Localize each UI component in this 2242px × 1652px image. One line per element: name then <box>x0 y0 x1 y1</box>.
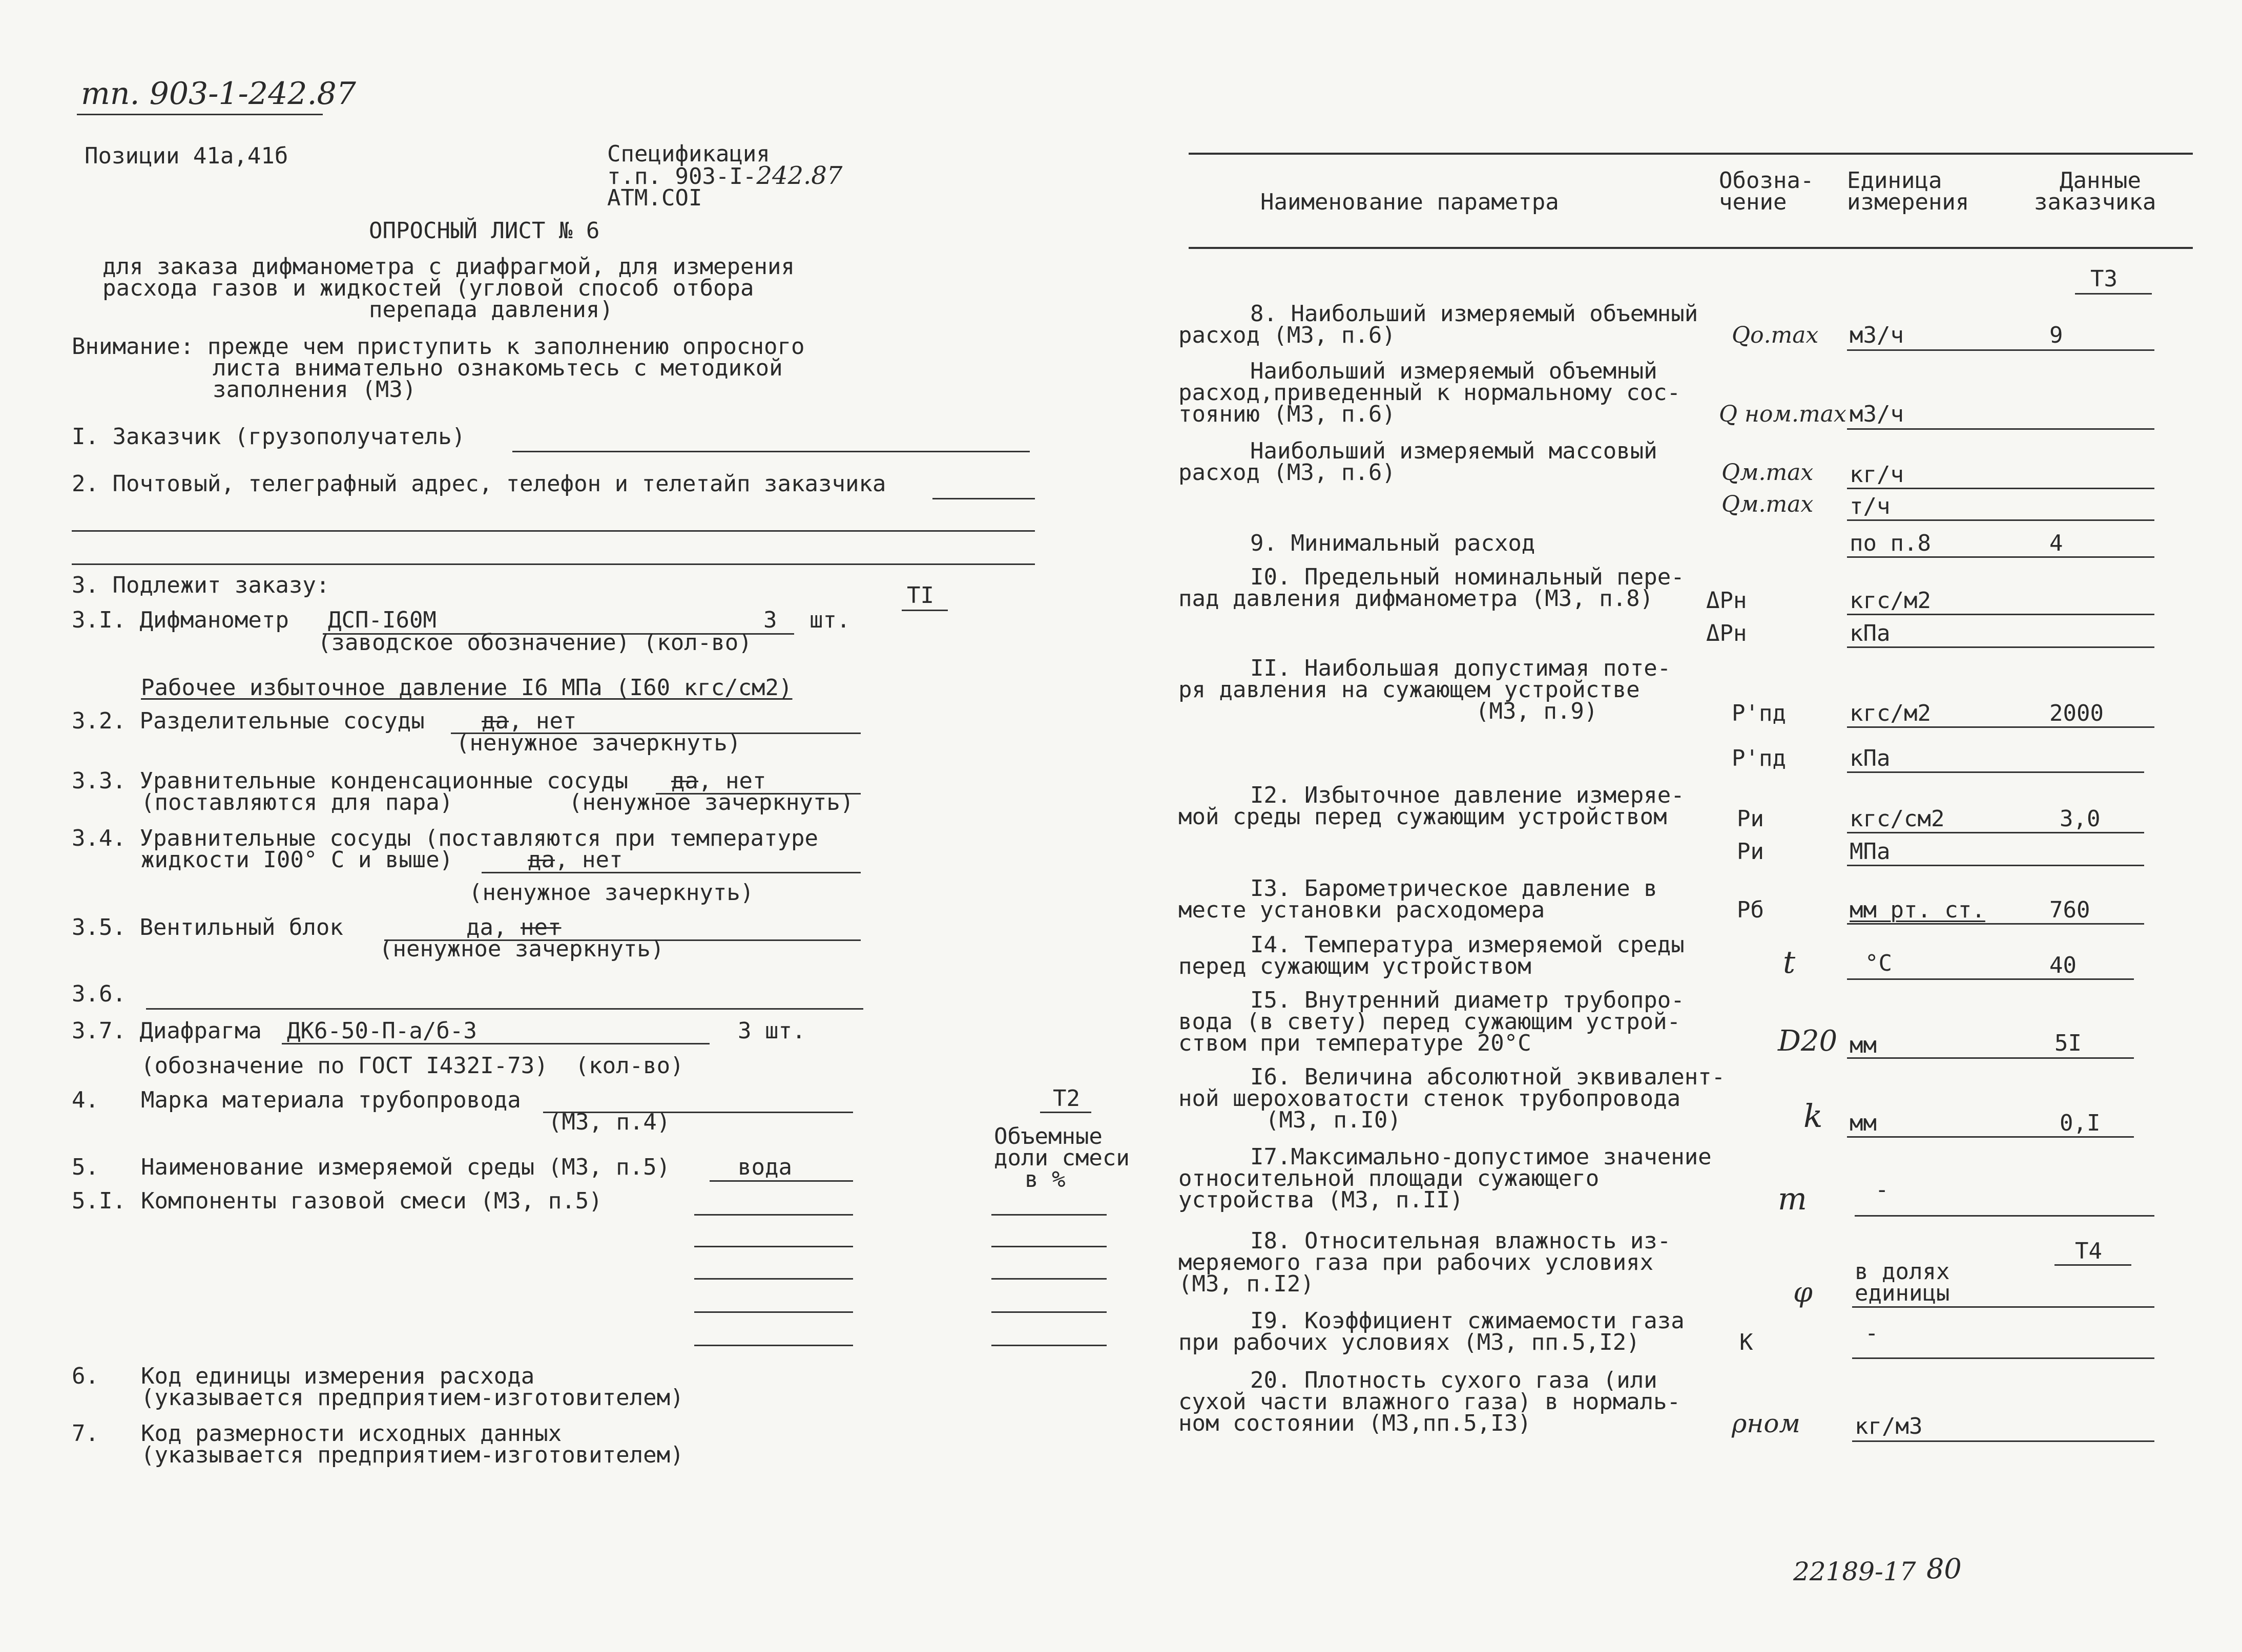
param-9-value[interactable]: 4 <box>2049 530 2063 556</box>
param-15-underline <box>1847 1057 2134 1059</box>
item-6-num: 6. <box>72 1363 99 1389</box>
param-14-value[interactable]: 40 <box>2049 952 2077 978</box>
param-10-underline-2[interactable] <box>1847 646 2154 648</box>
param-9-underline <box>1847 556 2154 558</box>
param-15-text-1: I5. Внутренний диаметр трубопро- <box>1250 987 1685 1013</box>
header-name: Наименование параметра <box>1260 189 1559 215</box>
item-7-label-2: (указывается предприятием-изготовителем) <box>141 1442 684 1468</box>
form-title: ОПРОСНЫЙ ЛИСТ № 6 <box>369 218 600 244</box>
table-top-rule <box>1189 153 2193 155</box>
param-16-sym: k <box>1803 1097 1823 1135</box>
t4-underline <box>2054 1264 2131 1266</box>
param-8d-sym: Qм.max <box>1721 491 1814 517</box>
header-unit-1: Единица <box>1847 168 1942 194</box>
param-20-text-3: ном состоянии (МЗ,пп.5,I3) <box>1178 1410 1531 1436</box>
subtitle-line-3: перепада давления) <box>369 297 613 323</box>
item-3-3-label: 3.3. Уравнительные конденсационные сосуды <box>72 768 629 794</box>
item-3-7-value[interactable]: ДК6-50-П-а/б-3 <box>287 1018 477 1044</box>
customer-field[interactable] <box>512 451 1030 452</box>
param-14-unit: °С <box>1865 950 1892 976</box>
param-19-sym: К <box>1739 1329 1753 1355</box>
table-marker-t2: Т2 <box>1053 1085 1080 1112</box>
param-8-text-2: расход (МЗ, п.6) <box>1178 322 1396 348</box>
attention-line-2: листа внимательно ознакомьтесь с методикой <box>213 355 783 381</box>
param-17-sym: m <box>1778 1181 1807 1217</box>
param-20-unit: кг/м3 <box>1855 1413 1923 1439</box>
param-18-underline[interactable] <box>1852 1306 2154 1308</box>
param-10-text-2: пад давления дифманометра (МЗ, п.8) <box>1178 585 1654 612</box>
item-4-label: Марка материала трубопровода <box>141 1087 521 1113</box>
param-8-text-1: 8. Наибольший измеряемый объемный <box>1250 301 1698 327</box>
param-10-text-1: I0. Предельный номинальный пере- <box>1250 564 1685 590</box>
param-10-sym-1: ΔРн <box>1706 588 1747 614</box>
param-8b-sym: Q ном.max <box>1719 401 1846 427</box>
item-3-7-label: 3.7. Диафрагма <box>72 1018 262 1044</box>
item-5-underline <box>710 1180 853 1182</box>
attention-line-1: Внимание: прежде чем приступить к заполнению опросного <box>72 333 805 360</box>
param-20-text-2: сухой части влажного газа) в нормаль- <box>1178 1389 1681 1415</box>
param-14-text-1: I4. Температура измеряемой среды <box>1250 932 1685 958</box>
item-3-2-note: (ненужное зачеркнуть) <box>456 730 741 756</box>
mix-fraction-field[interactable] <box>991 1278 1107 1280</box>
param-17-text-3: устройства (МЗ, п.II) <box>1178 1187 1464 1213</box>
gas-component-field[interactable] <box>694 1278 853 1280</box>
table-header-rule <box>1189 247 2193 249</box>
param-12-underline-1 <box>1847 832 2144 833</box>
param-19-unit: - <box>1865 1320 1879 1346</box>
param-11-value-1[interactable]: 2000 <box>2049 700 2104 726</box>
item-3-3-underline <box>656 793 861 794</box>
param-18-text-1: I8. Относительная влажность из- <box>1250 1228 1671 1254</box>
param-19-text-1: I9. Коэффициент сжимаемости газа <box>1250 1308 1685 1334</box>
header-data-1: Данные <box>2060 168 2141 194</box>
param-8c-text-2: расход (МЗ, п.6) <box>1178 459 1396 486</box>
param-19-underline[interactable] <box>1852 1357 2154 1359</box>
item-3-5-options[interactable]: да, нет <box>466 914 562 940</box>
subtitle-line-2: расхода газов и жидкостей (угловой способ отбора <box>102 275 754 301</box>
item-3-6-field[interactable] <box>146 1008 863 1010</box>
item-7-num: 7. <box>72 1420 99 1447</box>
param-13-text-1: I3. Барометрическое давление в <box>1250 875 1657 902</box>
attention-line-3: заполнения (МЗ) <box>213 377 417 403</box>
item-4-ref: (МЗ, п.4) <box>548 1109 671 1135</box>
header-unit-2: измерения <box>1847 189 1969 215</box>
param-15-value[interactable]: 5I <box>2054 1030 2082 1056</box>
t1-underline <box>902 610 948 611</box>
param-20-text-1: 20. Плотность сухого газа (или <box>1250 1367 1657 1393</box>
order-label: 3. Подлежит заказу: <box>72 572 330 598</box>
param-15-sym: D20 <box>1778 1024 1838 1058</box>
param-16-text-3: (МЗ, п.I0) <box>1265 1107 1401 1133</box>
item-3-1-label: 3.I. Дифманометр <box>72 607 289 633</box>
param-18-sym: φ <box>1793 1276 1813 1308</box>
param-14-underline <box>1847 978 2134 980</box>
gas-component-field[interactable] <box>694 1345 853 1346</box>
param-12-underline-2[interactable] <box>1847 865 2144 866</box>
mix-fraction-field[interactable] <box>991 1345 1107 1346</box>
header-sym-2: чение <box>1719 189 1787 215</box>
param-15-text-2: вода (в свету) перед сужающим устрой- <box>1178 1009 1681 1035</box>
mix-fraction-field[interactable] <box>991 1311 1107 1313</box>
item-3-5-label: 3.5. Вентильный блок <box>72 914 343 940</box>
param-11-sym-1: Р'пд <box>1732 700 1786 726</box>
item-5-1-label: Компоненты газовой смеси (МЗ, п.5) <box>141 1188 603 1214</box>
param-8c-unit: кг/ч <box>1850 462 1904 488</box>
document-reference: тп. 903-1-242.87 <box>81 76 356 112</box>
param-11-text-1: II. Наибольшая допустимая поте- <box>1250 655 1671 681</box>
item-5-value[interactable]: вода <box>738 1154 792 1180</box>
page-number: 80 <box>1926 1553 1962 1585</box>
param-8d-unit: т/ч <box>1850 493 1891 519</box>
param-8c-sym: Qм.max <box>1721 459 1814 486</box>
param-17-text-1: I7.Максимально-допустимое значение <box>1250 1144 1712 1170</box>
param-16-text-1: I6. Величина абсолютной эквивалент- <box>1250 1064 1726 1090</box>
param-19-text-2: при рабочих условиях (МЗ, пп.5,I2) <box>1178 1329 1640 1355</box>
item-3-4-options[interactable]: да, нет <box>528 847 623 873</box>
param-13-underline <box>1847 923 2144 925</box>
item-3-2-options[interactable]: да, нет <box>482 708 577 734</box>
gas-component-field[interactable] <box>694 1246 853 1247</box>
item-3-1-unit: шт. <box>809 607 850 633</box>
param-17-text-2: относительной площади сужающего <box>1178 1165 1600 1191</box>
item-3-7-underline <box>282 1043 710 1044</box>
param-18-unit-2: единицы <box>1855 1280 1950 1306</box>
param-10-unit-2: кПа <box>1850 620 1891 646</box>
param-15-unit: мм <box>1850 1032 1877 1058</box>
table-marker-t3: Т3 <box>2090 266 2118 292</box>
param-13-value[interactable]: 760 <box>2049 897 2090 923</box>
spec-line-3: АТМ.СОI <box>607 185 702 211</box>
item-3-5-note: (ненужное зачеркнуть) <box>379 936 665 962</box>
param-11-underline-2[interactable] <box>1847 771 2144 773</box>
param-8b-underline[interactable] <box>1847 428 2154 430</box>
param-9-unit: по п.8 <box>1850 530 1931 556</box>
param-8c-text-1: Наибольший измеряемый массовый <box>1250 438 1657 464</box>
gas-component-field[interactable] <box>694 1311 853 1313</box>
param-8-sym: Qо.max <box>1732 322 1819 348</box>
item-5-1-num: 5.I. <box>72 1188 126 1214</box>
item-5-num: 5. <box>72 1154 99 1180</box>
item-3-2-label: 3.2. Разделительные сосуды <box>72 708 425 734</box>
param-18-text-2: меряемого газа при рабочих условиях <box>1178 1249 1654 1275</box>
customer-label: I. Заказчик (грузополучатель) <box>72 424 466 450</box>
footer-code: 22189-17 <box>1793 1557 1916 1586</box>
param-9-text: 9. Минимальный расход <box>1250 530 1535 556</box>
param-13-unit: мм рт. ст. <box>1850 897 1985 923</box>
param-12-value-1[interactable]: 3,0 <box>2060 806 2101 832</box>
param-16-underline <box>1847 1136 2134 1138</box>
param-12-text-1: I2. Избыточное давление измеряе- <box>1250 782 1685 808</box>
param-8b-text-3: тоянию (МЗ, п.6) <box>1178 401 1396 427</box>
param-11-underline-1 <box>1847 726 2154 728</box>
param-12-sym-1: Ри <box>1737 806 1764 832</box>
param-16-value[interactable]: 0,I <box>2060 1110 2101 1136</box>
item-3-4-label-2: жидкости I00° С и выше) <box>141 847 453 873</box>
item-3-3-sublabel: (поставляются для пара) <box>141 789 453 815</box>
address-field[interactable] <box>932 498 1035 499</box>
param-16-text-2: ной шероховатости стенок трубопровода <box>1178 1085 1681 1112</box>
param-11-text-3: (МЗ, п.9) <box>1476 698 1598 724</box>
param-12-unit-1: кгс/см2 <box>1850 806 1945 832</box>
param-8-unit: м3/ч <box>1850 322 1904 348</box>
mix-fraction-field[interactable] <box>991 1246 1107 1247</box>
param-11-sym-2: Р'пд <box>1732 745 1786 771</box>
param-10-underline-1[interactable] <box>1847 614 2154 615</box>
item-3-4-label-1: 3.4. Уравнительные сосуды (поставляются при температуре <box>72 825 818 851</box>
item-6-label-1: Код единицы измерения расхода <box>141 1363 535 1389</box>
item-6-label-2: (указывается предприятием-изготовителем) <box>141 1385 684 1411</box>
param-8-value[interactable]: 9 <box>2049 322 2063 348</box>
param-13-text-2: месте установки расходомера <box>1178 897 1545 923</box>
working-pressure: Рабочее избыточное давление I6 МПа (I60 кгс/см2) <box>141 675 793 701</box>
item-3-3-note: (ненужное зачеркнуть) <box>569 789 854 815</box>
param-18-unit-1: в долях <box>1855 1259 1950 1285</box>
spec-line-1: Спецификация <box>607 141 770 167</box>
table-marker-t4: Т4 <box>2075 1238 2102 1264</box>
param-20-underline[interactable] <box>1852 1440 2154 1442</box>
param-12-unit-2: МПа <box>1850 839 1891 865</box>
item-3-3-options[interactable]: да, нет <box>671 768 766 794</box>
item-3-6-label: 3.6. <box>72 981 126 1007</box>
subtitle-line-1: для заказа дифманометра с диафрагмой, для измерения <box>102 254 795 280</box>
item-7-label-1: Код размерности исходных данных <box>141 1420 562 1447</box>
param-8b-text-1: Наибольший измеряемый объемный <box>1250 358 1657 384</box>
param-13-sym: Рб <box>1737 897 1764 923</box>
item-3-4-note: (ненужное зачеркнуть) <box>469 880 754 906</box>
t2-underline <box>1040 1112 1091 1113</box>
param-8d-underline[interactable] <box>1847 519 2154 521</box>
item-3-7-note: (обозначение по ГОСТ I432I-73) (кол-во) <box>141 1053 684 1079</box>
param-10-unit-1: кгс/м2 <box>1850 588 1931 614</box>
item-3-1-value[interactable]: ДСП-I60М <box>328 607 437 633</box>
param-20-sym: ρном <box>1732 1409 1800 1438</box>
address-field-line-2[interactable] <box>72 530 1035 532</box>
reference-underline <box>77 114 323 115</box>
param-8c-underline[interactable] <box>1847 488 2154 489</box>
param-12-sym-2: Ри <box>1737 839 1764 865</box>
mix-header-3: в % <box>1025 1166 1066 1193</box>
param-14-sym: t <box>1783 945 1796 980</box>
param-8b-unit: м3/ч <box>1850 401 1904 427</box>
item-3-1-note: (заводское обозначение) (кол-во) <box>318 630 752 656</box>
param-15-text-3: ством при температуре 20°С <box>1178 1030 1531 1056</box>
param-8-underline <box>1847 349 2154 351</box>
param-11-unit-2: кПа <box>1850 745 1891 771</box>
mix-fraction-field[interactable] <box>991 1214 1107 1216</box>
param-8b-text-2: расход,приведенный к нормальному сос- <box>1178 380 1681 406</box>
item-4-num: 4. <box>72 1087 99 1113</box>
item-3-7-qty[interactable]: 3 шт. <box>738 1018 806 1044</box>
param-14-text-2: перед сужающим устройством <box>1178 953 1531 979</box>
param-12-text-2: мой среды перед сужающим устройством <box>1178 804 1667 830</box>
positions-label: Позиции 41а,41б <box>85 143 288 169</box>
table-marker-t1: TI <box>907 582 934 609</box>
header-data-2: заказчика <box>2034 189 2156 215</box>
mix-header-2: доли смеси <box>994 1145 1130 1171</box>
item-3-1-qty[interactable]: 3 <box>763 607 777 633</box>
item-3-4-underline <box>482 872 861 873</box>
param-17-underline[interactable] <box>1855 1215 2154 1217</box>
t3-underline <box>2075 293 2152 295</box>
gas-component-field[interactable] <box>694 1214 853 1216</box>
spec-line-2: т.п. 903-I-242.87 <box>607 161 843 190</box>
address-label: 2. Почтовый, телеграфный адрес, телефон и телетайп заказчика <box>72 471 886 497</box>
param-11-text-2: ря давления на сужающем устройстве <box>1178 677 1640 703</box>
param-18-text-3: (МЗ, п.I2) <box>1178 1271 1314 1297</box>
param-16-unit: мм <box>1850 1110 1877 1136</box>
param-17-unit: - <box>1875 1177 1889 1203</box>
address-field-line-3[interactable] <box>72 563 1035 565</box>
param-10-sym-2: ΔРн <box>1706 620 1747 646</box>
mix-header-1: Объемные <box>994 1123 1103 1149</box>
param-11-unit-1: кгс/м2 <box>1850 700 1931 726</box>
item-5-label: Наименование измеряемой среды (МЗ, п.5) <box>141 1154 671 1180</box>
header-sym-1: Обозна- <box>1719 168 1814 194</box>
